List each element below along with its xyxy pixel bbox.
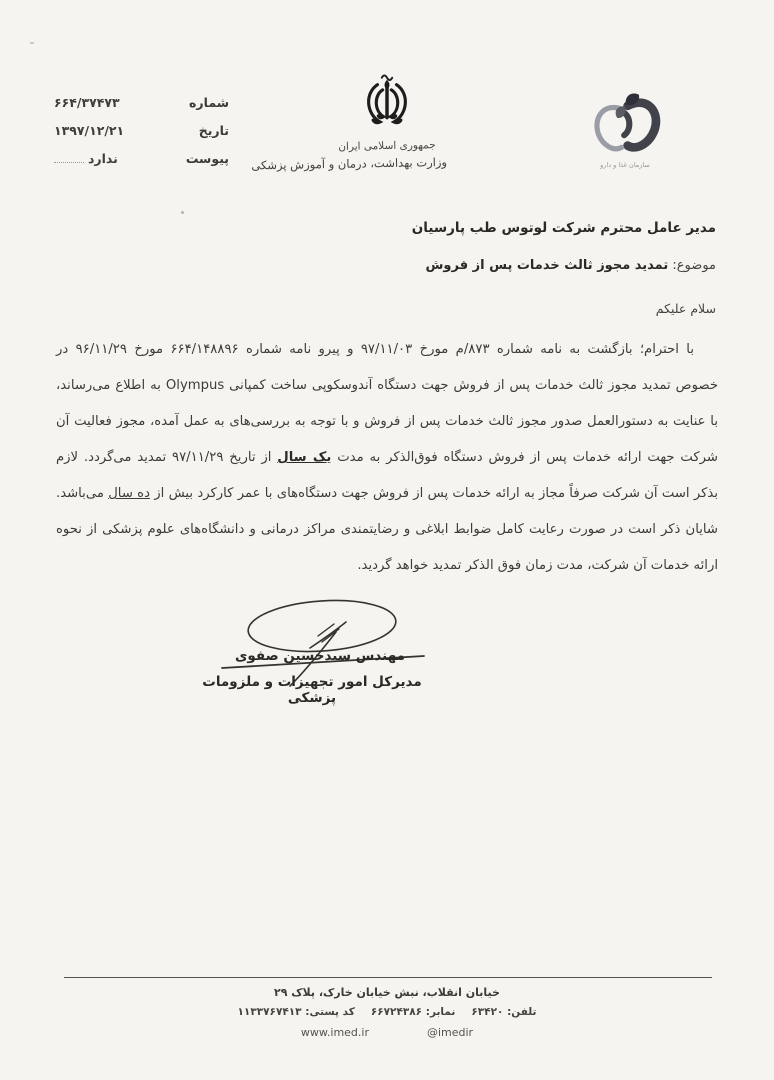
letter-body (56, 332, 718, 584)
signatory-name: مهندس سیدحسین صفوی (235, 648, 405, 664)
fda-logo-caption: سازمان غذا و دارو (600, 161, 650, 169)
attachment-rule (54, 153, 84, 163)
number-value: ۶۶۴/۳۷۴۷۳ (54, 95, 120, 110)
body-line-1: با احترام؛ بازگشت به نامه شماره ۸۷۳/م مورخ ۹۷/۱۱/۰۳ و پیرو نامه شماره ۶۶۴/۱۴۸۸۹۶ مورخ ۹۶/۱۱/۲۹ در (56, 342, 694, 357)
scan-speck (30, 42, 34, 44)
body-line-2: خصوص تمدید مجوز ثالث خدمات پس از فروش جهت دستگاه آندوسکوپی ساخت کمپانی Olympus به اطلاع می‌رساند، (56, 378, 718, 393)
letter-meta-block (54, 95, 229, 179)
ministry-name: وزارت بهداشت، درمان و آموزش پزشکی (251, 154, 448, 173)
recipient-line: مدیر عامل محترم شرکت لوتوس طب پارسیان (411, 220, 716, 236)
body-line-3: با عنایت به دستورالعمل صدور مجوز ثالث خدمات پس از فروش و با توجه به بررسی‌های به عمل آمده، مجوز فعالیت آن (56, 414, 718, 429)
ministry-header (251, 72, 448, 173)
greeting-line: سلام علیکم (655, 301, 716, 316)
number-label: شماره (189, 95, 229, 110)
iran-emblem-icon (361, 72, 413, 132)
body-line-5: بذکر است آن شرکت صرفاً مجاز به ارائه خدمات پس از فروش جهت دستگاه‌های با عمر کارکرد بیش از ده سال می‌باشد. (56, 486, 719, 501)
fda-apple-logo-icon (586, 92, 664, 156)
body-line-7: ارائه خدمات آن شرکت، مدت زمان فوق الذکر تمدید خواهد گردید. (357, 558, 718, 573)
date-label: تاریخ (198, 123, 229, 138)
footer-address: خیابان انقلاب، نبش خیابان خارک، پلاک ۲۹ (274, 986, 500, 999)
attachment-value: ندارد (54, 151, 118, 166)
subject-line (425, 258, 716, 273)
subject-text: تمدید مجوز ثالث خدمات پس از فروش (425, 258, 669, 273)
phone: تلفن: ۶۳۴۲۰ (471, 1006, 537, 1018)
website-url: www.imed.ir (300, 1026, 369, 1039)
meta-row-number (54, 95, 229, 110)
body-line-6: شایان ذکر است در صورت رعایت کامل ضوابط ابلاغی و رضایتمندی مراکز درمانی و دانشگاه‌های علوم پزشکی از نحوه (56, 522, 718, 537)
signatory-title: مدیرکل امور تجهیزات و ملزومات پزشکی (202, 674, 422, 706)
one-year-emphasis: یک سال (277, 450, 332, 465)
meta-row-date (54, 123, 229, 138)
social-handle: @imedir (426, 1026, 474, 1039)
meta-row-attachment (54, 151, 229, 166)
fda-logo-block (580, 92, 670, 169)
date-value: ۱۳۹۷/۱۲/۲۱ (54, 123, 125, 138)
footer-divider (64, 977, 712, 978)
footer-web-line (0, 1026, 774, 1039)
attachment-label: پیوست (185, 151, 229, 166)
subject-label: موضوع: (672, 258, 716, 273)
government-name: جمهوری اسلامی ایران (338, 139, 436, 153)
body-line-4: شرکت جهت ارائه خدمات پس از فروش دستگاه فوق‌الذکر به مدت یک سال از تاریخ ۹۷/۱۱/۲۹ تمدید می‌گردد. لازم (56, 450, 718, 465)
footer-contacts (0, 1006, 774, 1018)
fax: نمابر: ۶۶۷۲۴۳۸۶ (370, 1006, 456, 1018)
scan-speck (181, 211, 184, 214)
postal-code: کد پستی: ۱۱۳۳۷۶۷۴۱۳ (237, 1006, 355, 1018)
ten-year-emphasis: ده سال (108, 486, 150, 501)
